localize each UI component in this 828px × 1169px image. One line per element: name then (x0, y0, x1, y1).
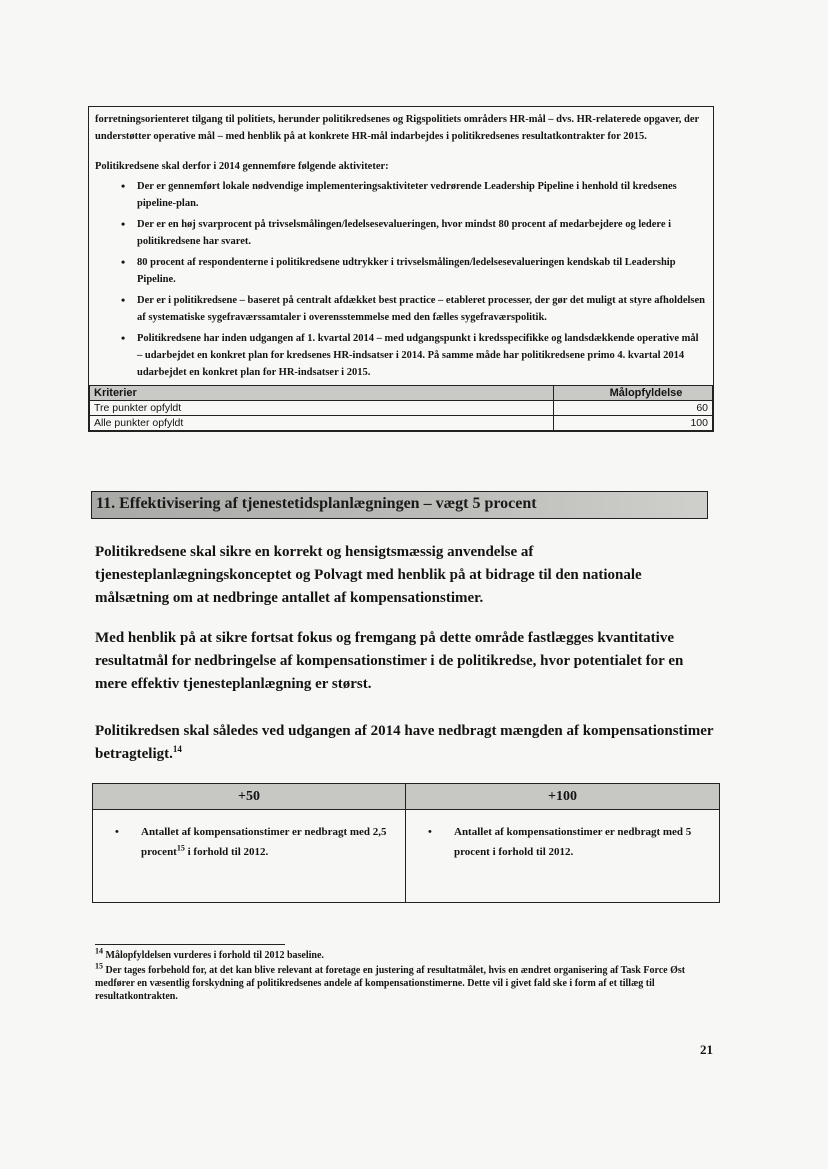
footnote (95, 961, 715, 1003)
criteria-table (89, 385, 713, 431)
list-item: • Der er en høj svarprocent på trivselsmålingen/ledelsesevalueringen, hvor mindst 80 procent af medarbejdere og ledere i politikredsene har svaret. (123, 216, 705, 250)
targets-table (92, 783, 720, 903)
paragraph: Politikredsene skal sikre en korrekt og hensigtsmæssig anvendelse af tjenesteplanlægningskonceptet og Polvagt med henblik på at bidrage til den nationale målsætning om at nedbringe antallet af kompensationstimer. (95, 544, 642, 606)
activities-list (95, 178, 705, 381)
table-cell (93, 810, 406, 903)
footnote-number: 14 (95, 946, 103, 956)
table-header-row (93, 784, 720, 810)
table-header-row (90, 386, 713, 401)
page-number: 21 (700, 1042, 713, 1057)
list-item: • Politikredsene har inden udgangen af 1. kvartal 2014 – med udgangspunkt i kredsspecifikke og landsdækkende operative mål – udarbejdet en konkret plan for kredsenes HR-indsatser i 2014. På samme måde har politikredsene primo 4. kvartal 2014 udarbejdet en konkret plan for HR-indsatser i 2015. (123, 330, 705, 381)
footnote-divider (95, 944, 285, 945)
column-header: +100 (406, 784, 720, 810)
table-cell: Tre punkter opfyldt (90, 401, 554, 416)
target-text-tail: i forhold til 2012. (184, 846, 269, 858)
table-cell: Alle punkter opfyldt (90, 416, 554, 431)
column-header: Målopfyldelse (554, 386, 713, 401)
intro-text: forretningsorienteret tilgang til politiets, herunder politikredsenes og Rigspolitiets områders HR-mål – dvs. HR-relaterede opgaver, der understøtter operative mål – med henblik på at konkrete HR-mål indarbejdes i politikredsenes resultatkontrakter for 2015. (95, 114, 699, 142)
table-cell (406, 810, 720, 903)
section-title: 11. Effektivisering af tjenestetidsplanlægningen – vægt 5 procent (96, 495, 537, 512)
table-cell: 100 (554, 416, 713, 431)
paragraph-text: Politikredsen skal således ved udgangen af 2014 have nedbragt mængden af kompensationstimer betragteligt. (95, 723, 714, 762)
target-text: Antallet af kompensationstimer er nedbragt med 2,5 procent (141, 826, 387, 858)
column-header: +50 (93, 784, 406, 810)
table-cell: 60 (554, 401, 713, 416)
footnote-ref: 14 (172, 744, 182, 754)
list-item: • Der er gennemført lokale nødvendige implementeringsaktiviteter vedrørende Leadership Pipeline i henhold til kredsenes pipeline-plan. (123, 178, 705, 212)
hr-goals-box (88, 106, 714, 432)
list-item: • Antallet af kompensationstimer er nedbragt med 5 procent i forhold til 2012. (428, 822, 713, 862)
footnote (95, 946, 715, 962)
footnote-text: Der tages forbehold for, at det kan blive relevant at foretage en justering af resultatmålet, hvis en ændret organisering af Task Force Øst medfører en væsentlig forskydning af politikredsenes andele af kompensationstimerne. Dette vil i givet fald ske i form af et tillæg til resultatkontrakten. (95, 965, 686, 1002)
footnote-number: 15 (95, 961, 103, 971)
table-row (93, 810, 720, 903)
list-item (115, 822, 399, 862)
column-header: Kriterier (90, 386, 554, 401)
footnote-ref: 15 (176, 843, 185, 853)
list-item: • Der er i politikredsene – baseret på centralt afdækket best practice – etableret processer, der gør det muligt at styre afholdelsen af systematiske sygefraværssamtaler i overensstemmelse med den fælles sygefraværspolitik. (123, 292, 705, 326)
paragraph: Med henblik på at sikre fortsat fokus og fremgang på dette område fastlægges kvantitative resultatmål for nedbringelse af kompensationstimer i de politikredse, hvor potentialet for en mere effektiv tjenesteplanlægning er størst. (95, 630, 684, 692)
list-item: • 80 procent af respondenterne i politikredsene udtrykker i trivselsmålingen/ledelsesevalueringen kendskab til Leadership Pipeline. (123, 254, 705, 288)
section-heading (91, 491, 708, 519)
footnotes (95, 946, 715, 1005)
paragraph (95, 720, 715, 766)
activities-lead: Politikredsene skal derfor i 2014 gennemføre følgende aktiviteter: (95, 161, 389, 172)
table-row (90, 416, 713, 431)
footnote-text: Målopfyldelsen vurderes i forhold til 2012 baseline. (105, 950, 324, 961)
table-row (90, 401, 713, 416)
